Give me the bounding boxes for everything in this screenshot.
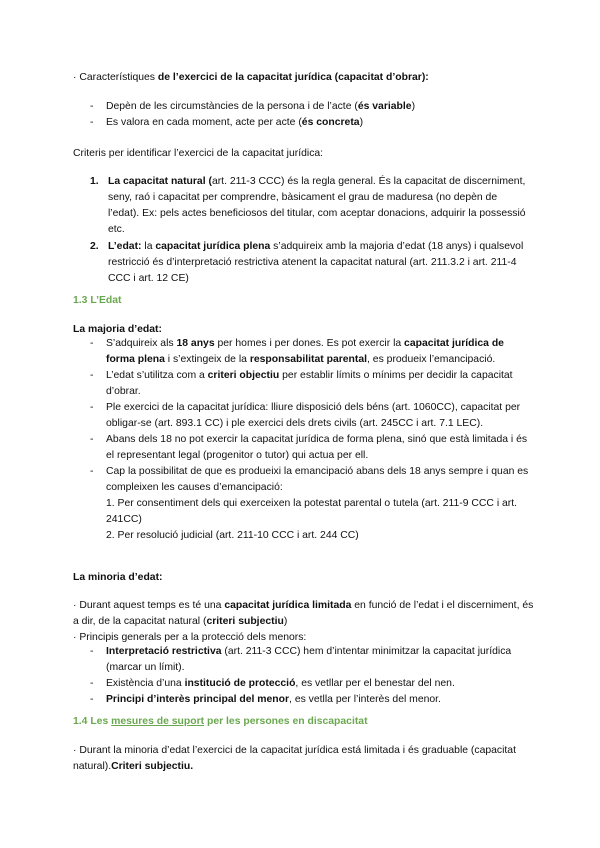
majoria-heading: La majoria d’edat: bbox=[73, 324, 162, 335]
sub-item: 1. Per consentiment dels qui exerceixen la potestat parental o tutela (art. 211-9 CCC i art. 241CC) bbox=[106, 498, 518, 525]
list-item: - Cap la possibilitat de que es produeixi la emancipació abans dels 18 anys sempre i quan es compleixen les causes d’emancipació: 1. Per consentiment dels qui exerceixen la potestat parental o tutela (art. 211-9 CCC i art. 241CC) 2. Per resolució judicial (art. 211-10 CCC i art. 244 CC) bbox=[90, 464, 530, 544]
list-item: - Interpretació restrictiva (art. 211-3 CCC) hem d’intentar minimitzar la capacitat jurídica (marcar un límit). bbox=[90, 646, 512, 673]
list-item: - L’edat s’utilitza com a criteri objectiu per establir límits o mínims per decidir la capacitat d’obrar. bbox=[90, 370, 513, 397]
list-item: - Ple exercici de la capacitat jurídica: lliure disposició dels béns (art. 1060CC), capacitat per obligar-se (art. 893.1 CC) i ple exercici dels drets civils (art. 245CC i art. 7.1 LEC). bbox=[90, 402, 521, 429]
list-item: - Es valora en cada moment, acte per acte (és concreta) bbox=[90, 117, 364, 128]
section-heading-1-4: 1.4 Les mesures de suport per les persones en discapacitat bbox=[73, 716, 368, 727]
minoria-principles-lead: · Principis generals per a la protecció dels menors: bbox=[73, 632, 307, 643]
numbered-item: 2. L’edat: la capacitat jurídica plena s’adquireix amb la majoria d’edat (18 anys) i qualsevol restricció és d’interpretació restrictiva atenent la capacitat natural (art. 211.3.2 i art. 211-4 CCC i art. 12 CE) bbox=[90, 241, 524, 284]
section-heading-1-3: 1.3 L’Edat bbox=[73, 295, 122, 306]
list-item: - Principi d’interès principal del menor, es vetlla per l’interès del menor. bbox=[90, 694, 441, 705]
intro-list bbox=[90, 99, 530, 131]
minoria-paragraph: · Durant aquest temps es té una capacitat jurídica limitada en funció de l’edat i el discerniment, és a dir, de la capacitat natural (criteri subjectiu) bbox=[73, 600, 534, 627]
list-item: - Abans dels 18 no pot exercir la capacitat jurídica de forma plena, sinó que està limitada i és el representant legal (progenitor o tutor) qui actua per ell. bbox=[90, 434, 528, 461]
list-item: - Depèn de les circumstàncies de la persona i de l’acte (és variable) bbox=[90, 101, 416, 112]
intro-bullet: · bbox=[73, 72, 77, 83]
majoria-list bbox=[90, 336, 530, 544]
numbered-item: 1. La capacitat natural (art. 211-3 CCC) és la regla general. És la capacitat de discerniment, seny, raó i capacitat per comprendre, bàsicament el grau de maduresa (no depèn de l’edat). Ex: pels actes beneficiosos del titular, com aceptar donacions, adquirir la possessió etc. bbox=[90, 176, 526, 235]
criteris-lead: Criteris per identificar l’exercici de la capacitat jurídica: bbox=[73, 148, 324, 159]
sub-item: 2. Per resolució judicial (art. 211-10 CCC i art. 244 CC) bbox=[106, 530, 359, 541]
intro-heading: · Característiques de l’exercici de la capacitat jurídica (capacitat d’obrar): bbox=[73, 72, 429, 83]
criteris-list bbox=[90, 174, 530, 288]
minoria-heading: La minoria d’edat: bbox=[73, 572, 163, 583]
minoria-list bbox=[90, 644, 530, 708]
closing-paragraph: · Durant la minoria d’edat l’exercici de la capacitat jurídica está limitada i és graduable (capacitat natural).Criteri subjectiu. bbox=[73, 745, 516, 772]
list-item: - S’adquireix als 18 anys per homes i per dones. Es pot exercir la capacitat jurídica de forma plena i s’extingeix de la responsabilitat parental, es produeix l’emancipació. bbox=[90, 338, 504, 365]
list-item: - Existència d’una institució de protecció, es vetllar per el benestar del nen. bbox=[90, 678, 455, 689]
